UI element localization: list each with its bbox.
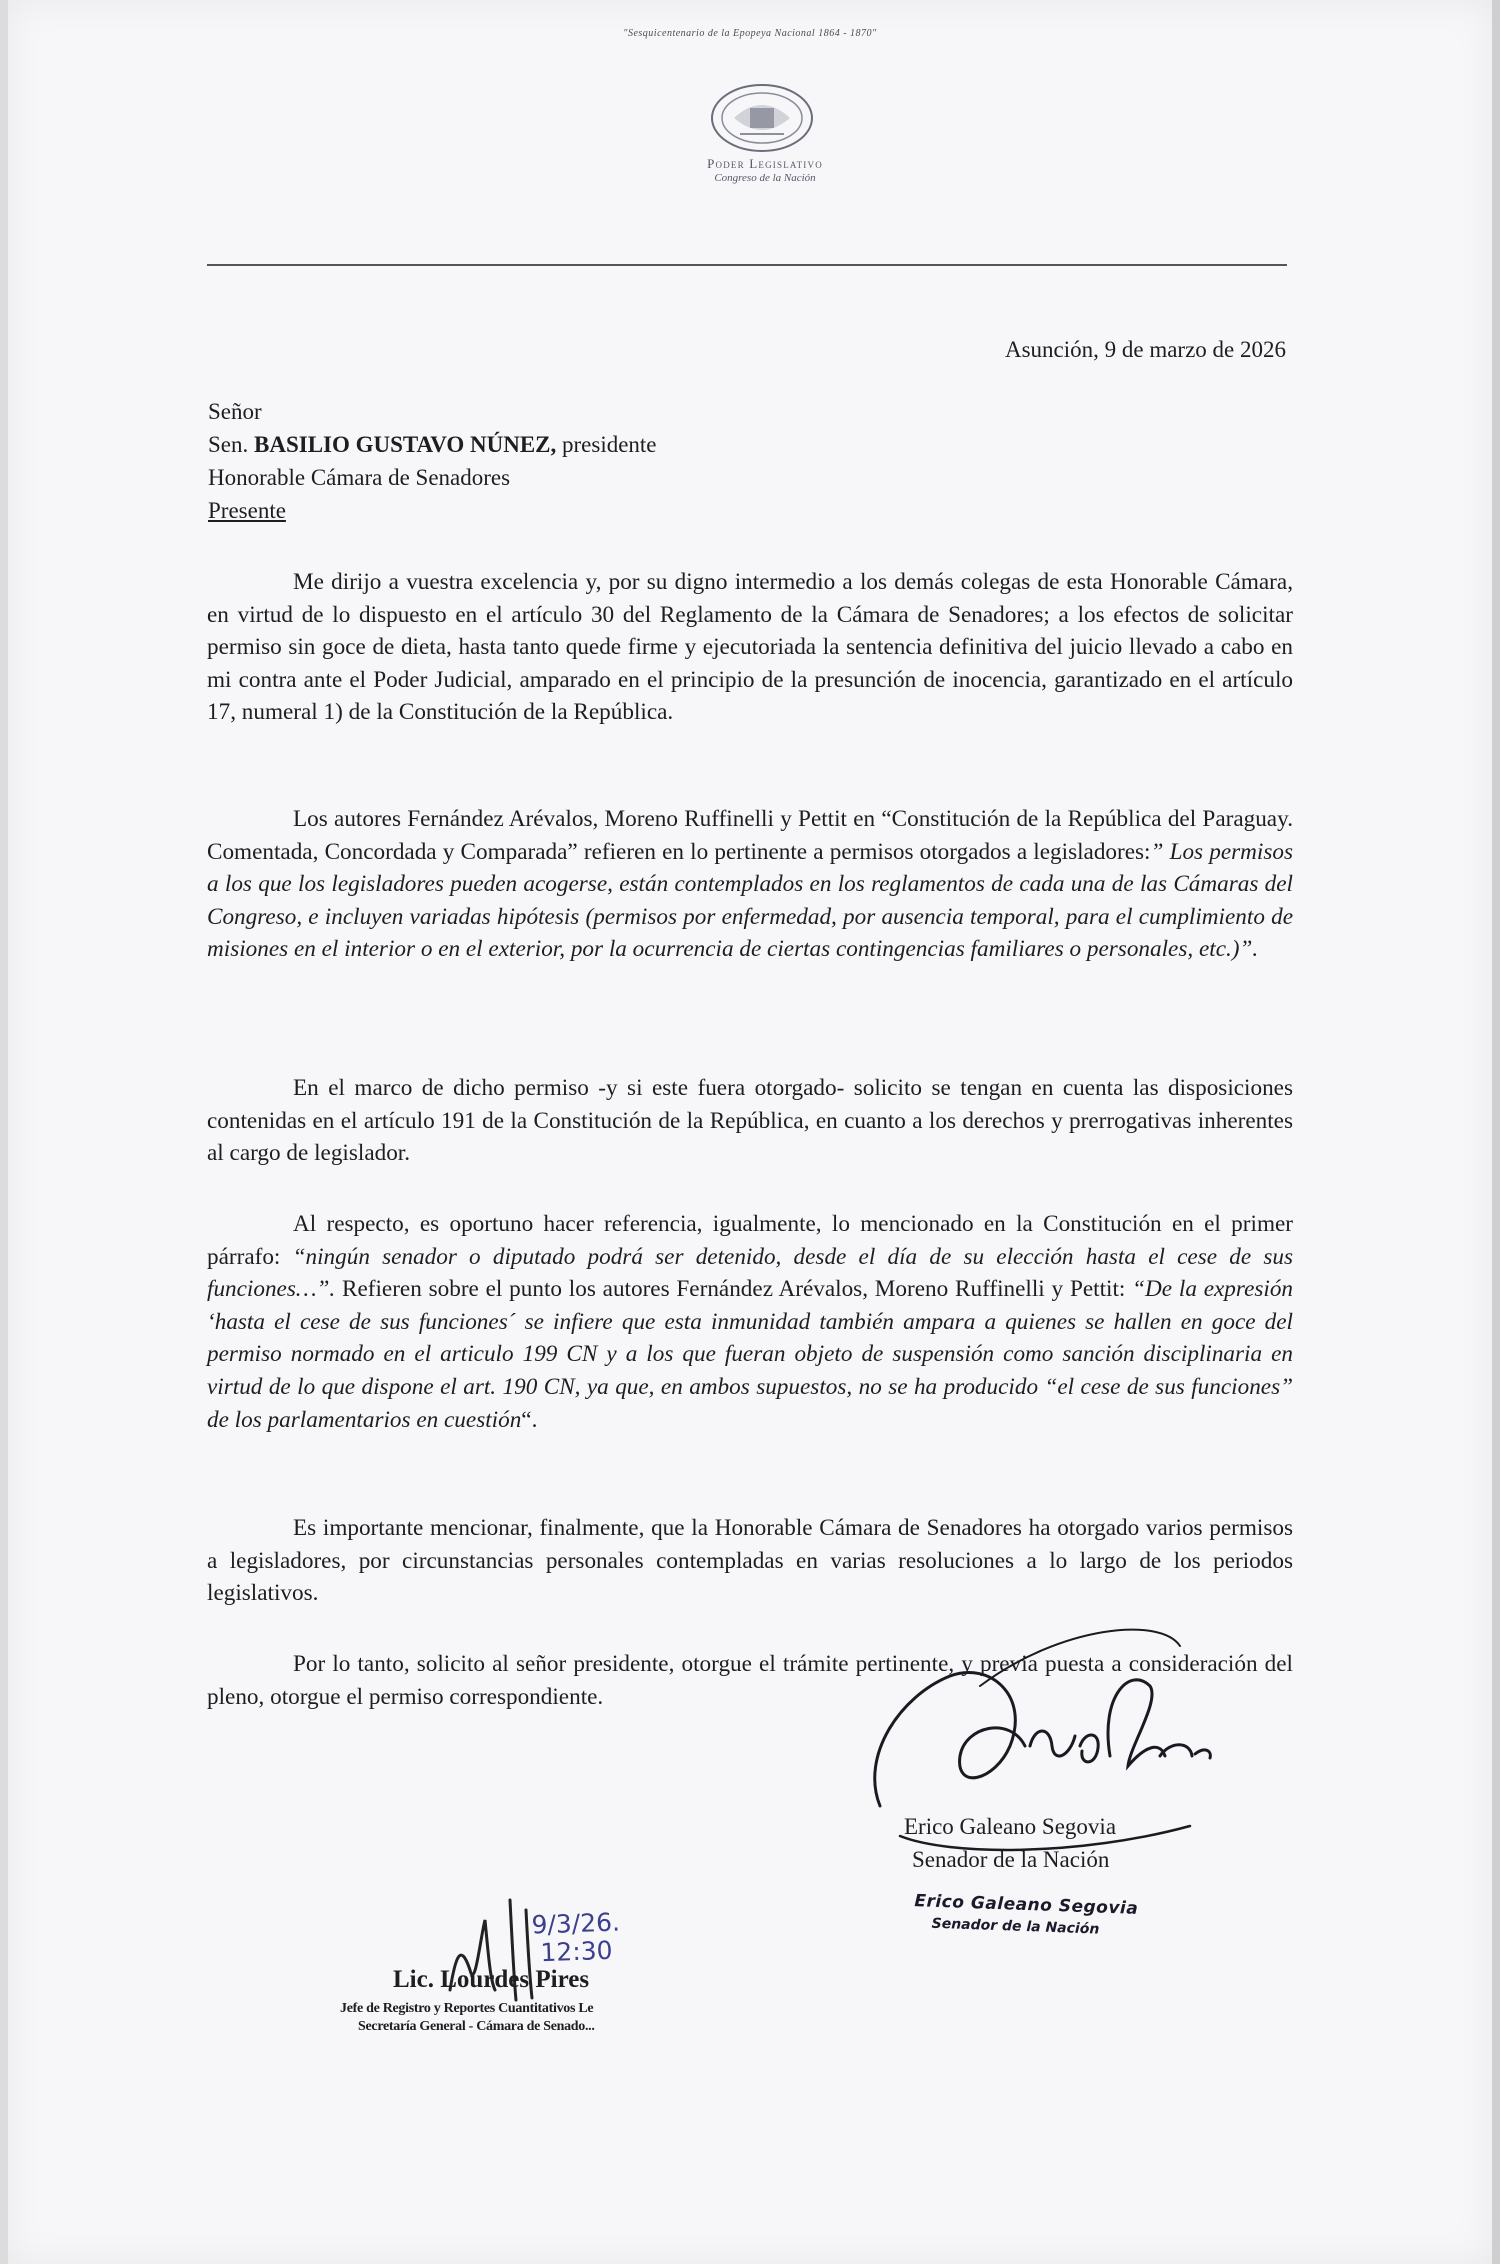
recipient-name: BASILIO GUSTAVO NÚNEZ,: [254, 432, 557, 457]
paragraph-2-text: Los autores Fernández Arévalos, Moreno Ruffinelli y Pettit en “Constitución de la República del Paraguay. Comentada, Concordada y Comparada” refieren en lo pertinente a permisos otorgados a legisladores:: [207, 806, 1293, 865]
letter-date: Asunción, 9 de marzo de 2026: [1004, 337, 1286, 362]
paragraph-2-quote: ” Los permisos a los que los legisladores pueden acogerse, están contemplados en los reglamentos de cada una de las Cámaras del Congreso, e incluyen variadas hipótesis (permisos por enfermedad, por ausencia temporal, para el cumplimiento de misiones en el interior o en el exterior, por la ocurrencia de ciertas contingencias familiares o personales, etc.)”.: [207, 838, 1293, 963]
signatory-role: Senador de la Nación: [912, 1847, 1110, 1872]
paragraph-4-quote-2: “De la expresión ‘hasta el cese de sus funciones´ se infiere que esta inmunidad también ampara a quienes se hallen en goce del permiso normado en el articulo 199 CN y a los que fueran objeto de suspensión como sanción disciplinaria en virtud de lo que dispone el art. 190 CN, ya que, en ambos supuestos, no se ha producido “el cese de sus funciones” de los parlamentarios en cuestión: [207, 1276, 1294, 1433]
paragraph-3: [207, 1072, 1293, 1170]
paragraph-4: [207, 1208, 1293, 1436]
paragraph-4-text: Al respecto, es oportuno hacer referencia, igualmente, lo mencionado en la Constitución en el primer párrafo:: [207, 1211, 1293, 1270]
paragraph-1: [207, 566, 1293, 729]
paragraph-2: [207, 803, 1293, 966]
paragraph-4-quote-1: “ningún senador o diputado podrá ser detenido, desde el día de su elección hasta el cese de sus funciones…”.: [207, 1243, 1293, 1303]
header-motto: "Sesquicentenario de la Epopeya Nacional 1864 - 1870": [623, 28, 877, 39]
paragraph-4-end: “.: [521, 1406, 538, 1433]
header-divider: [207, 264, 1287, 266]
recipient-role: presidente: [562, 432, 657, 457]
receipt-role-line-2: Secretaría General - Cámara de Senado...: [358, 2019, 595, 2034]
recipient-prefix: Sen.: [208, 432, 249, 457]
signatory-stamp: [913, 1891, 1138, 1939]
salutation: Señor: [208, 399, 262, 424]
stamp-name: Erico Galeano Segovia: [914, 1891, 1139, 1919]
paragraph-5-text: Es importante mencionar, finalmente, que la Honorable Cámara de Senadores ha otorgado varios permisos a legisladores, por circunstancias personales contempladas en varias resoluciones a lo largo de los periodos legislativos.: [207, 1515, 1293, 1607]
signatory-name: Erico Galeano Segovia: [904, 1814, 1117, 1839]
paragraph-1-text: Me dirijo a vuestra excelencia y, por su digno intermedio a los demás colegas de esta Honorable Cámara, en virtud de lo dispuesto en el artículo 30 del Reglamento de la Cámara de Senadores; a los efectos de solicitar permiso sin goce de dieta, hasta tanto quede firme y ejecutoriada la sentencia definitiva del juicio llevado a cabo en mi contra ante el Poder Judicial, amparado en el principio de la presunción de inocencia, garantizado en el artículo 17, numeral 1) de la Constitución de la República.: [207, 569, 1293, 726]
institution-subtitle: Congreso de la Nación: [714, 172, 816, 184]
paragraph-5: [207, 1512, 1293, 1610]
page-edge: [1492, 0, 1500, 2264]
receipt-role: [340, 2000, 595, 2036]
receipt-role-line-1: Jefe de Registro y Reportes Cuantitativos Le: [340, 2001, 594, 2016]
paragraph-3-text: En el marco de dicho permiso -y si este fuera otorgado- solicito se tengan en cuenta las disposiciones contenidas en el artículo 191 de la Constitución de la República, en cuanto a los derechos y prerrogativas inherentes al cargo de legislador.: [207, 1075, 1293, 1167]
paragraph-6-text: Por lo tanto, solicito al señor presidente, otorgue el trámite pertinente, y previa puesta a consideración del pleno, otorgue el permiso correspondiente.: [207, 1651, 1293, 1710]
recipient-line: [208, 428, 657, 461]
institution-name: Poder Legislativo: [707, 156, 823, 171]
receipt-date: 9/3/26.: [531, 1907, 621, 1940]
stamp-role: Senador de la Nación: [931, 1915, 1100, 1938]
receipt-handwritten-date: [531, 1908, 621, 1967]
receipt-time: 12:30: [539, 1935, 614, 1968]
congress-seal-icon: [710, 82, 814, 154]
receipt-name: Lic. Lourdes Pires: [393, 1966, 590, 1993]
paragraph-4-text-2: Refieren sobre el punto los autores Fernández Arévalos, Moreno Ruffinelli y Pettit:: [342, 1276, 1126, 1303]
presente: Presente: [208, 498, 286, 523]
recipient-body: Honorable Cámara de Senadores: [208, 465, 511, 490]
